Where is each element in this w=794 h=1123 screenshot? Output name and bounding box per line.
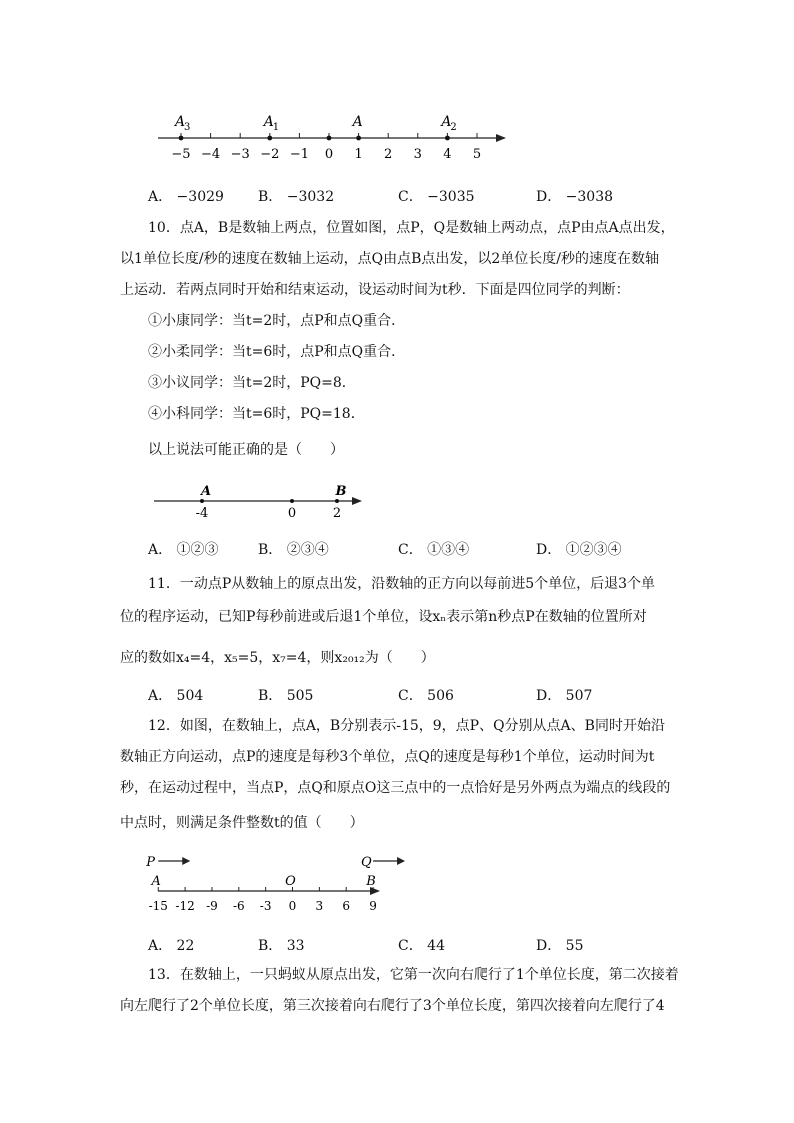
q12-line-3: 秒，在运动过程中，当点P，点Q和原点O这三点中的一点恰好是另外两点为端点的线段的	[120, 780, 671, 796]
q12-option-c[interactable]: C． 44	[398, 938, 445, 954]
q10-option-a[interactable]: A． ①②③	[148, 542, 219, 558]
tick-label: 0	[288, 899, 297, 913]
motion-arrowhead	[182, 857, 190, 865]
q11-line-3: 应的数如x₄=4，x₅=5，x₇=4，则x₂₀₁₂为（ ）	[120, 650, 435, 666]
point-subscript: 2	[450, 122, 457, 133]
mover-label: Q	[361, 855, 372, 870]
q12-option-b[interactable]: B． 33	[258, 938, 305, 954]
q11-option-b[interactable]: B． 505	[258, 688, 314, 704]
q11-line-2: 位的程序运动，已知P每秒前进或后退1个单位，设xₙ表示第n秒点P在数轴的位置所对	[120, 609, 647, 625]
tick-label: -6	[232, 899, 245, 913]
tick-label: −3	[230, 147, 250, 162]
point-label: A	[352, 114, 363, 130]
tick-label: −4	[201, 147, 221, 162]
tick-label: 3	[315, 899, 324, 913]
point-label: O	[285, 874, 296, 889]
q9-option-d[interactable]: D． −3038	[536, 189, 614, 205]
motion-arrowhead	[397, 857, 405, 865]
q10-line-2: 以1单位长度/秒的速度在数轴上运动，点Q由点B点出发，以2单位长度/秒的速度在数轴	[120, 251, 660, 267]
point-label: A	[200, 484, 212, 499]
q10-option-d[interactable]: D． ①②③④	[536, 542, 622, 558]
q11-option-d[interactable]: D． 507	[536, 688, 593, 704]
point-label: B	[366, 874, 376, 889]
tick-label: −1	[289, 147, 309, 162]
q13-line-2: 向左爬行了2个单位长度，第三次接着向右爬行了3个单位长度，第四次接着向左爬行了4	[120, 998, 665, 1014]
q12-line-4: 中点时，则满足条件整数t的值（ ）	[120, 815, 364, 831]
q10-judgement-1: ①小康同学：当t=2时，点P和点Q重合．	[148, 313, 406, 329]
tick-label: -3	[259, 899, 272, 913]
q10-judgement-2: ②小柔同学：当t=6时，点P和点Q重合．	[148, 344, 406, 360]
point-label: A	[151, 874, 161, 889]
tick-label: 2	[384, 147, 393, 162]
tick-label: -9	[206, 899, 218, 913]
q10-judgement-4: ④小科同学：当t=6时，PQ=18．	[148, 406, 365, 422]
tick-label: 4	[443, 147, 452, 162]
mover-label: P	[146, 855, 155, 870]
q9-option-c[interactable]: C． −3035	[398, 189, 475, 205]
q10-option-c[interactable]: C． ①③④	[398, 542, 470, 558]
q12-option-a[interactable]: A． 22	[148, 938, 195, 954]
q12-option-d[interactable]: D． 55	[536, 938, 584, 954]
q10-line-3: 上运动．若两点同时开始和结束运动，设运动时间为t秒．下面是四位同学的判断：	[120, 282, 630, 298]
q10-judgement-3: ③小议同学：当t=2时，PQ=8．	[148, 375, 356, 391]
q11-option-c[interactable]: C． 506	[398, 688, 454, 704]
q9-option-b[interactable]: B． −3032	[258, 189, 335, 205]
q12-line-1: 12．如图，在数轴上，点A，B分别表示-15，9，点P、Q分别从点A、B同时开始沿	[148, 718, 665, 734]
q12-line-2: 数轴正方向运动，点P的速度是每秒3个单位，点Q的速度是每秒1个单位，运动时间为t	[120, 749, 655, 765]
point-subscript: 1	[272, 122, 280, 133]
tick-label: 6	[342, 899, 351, 913]
point-label: A	[175, 114, 186, 130]
tick-label: 0	[324, 147, 334, 162]
tick-label: -4	[195, 506, 209, 521]
point-label: A	[263, 114, 274, 130]
tick-label: 0	[287, 506, 297, 521]
tick-label: 1	[354, 147, 363, 162]
q10-prompt: 以上说法可能正确的是（ ）	[148, 442, 344, 458]
q11-line-1: 11．一动点P从数轴上的原点出发，沿数轴的正方向以每前进5个单位，后退3个单	[148, 576, 656, 592]
tick-label: -12	[175, 899, 195, 913]
q13-line-1: 13．在数轴上，一只蚂蚁从原点出发，它第一次向右爬行了1个单位长度，第二次接着	[148, 967, 679, 983]
q9-option-a[interactable]: A． −3029	[148, 189, 224, 205]
q10-option-b[interactable]: B． ②③④	[258, 542, 329, 558]
tick-label: 9	[369, 899, 377, 913]
tick-label: 3	[413, 147, 422, 162]
point-subscript: 3	[184, 122, 191, 133]
tick-label: 5	[472, 147, 482, 162]
tick-label: 2	[332, 506, 342, 521]
tick-label: −5	[171, 147, 191, 162]
point-label: B	[335, 484, 347, 499]
q10-line-1: 10．点A，B是数轴上两点，位置如图，点P，Q是数轴上两动点，点P由点A点出发，	[148, 220, 675, 236]
tick-label: -15	[148, 899, 168, 913]
tick-label: −2	[260, 147, 280, 162]
q11-option-a[interactable]: A． 504	[148, 688, 204, 704]
point-label: A	[441, 114, 452, 130]
